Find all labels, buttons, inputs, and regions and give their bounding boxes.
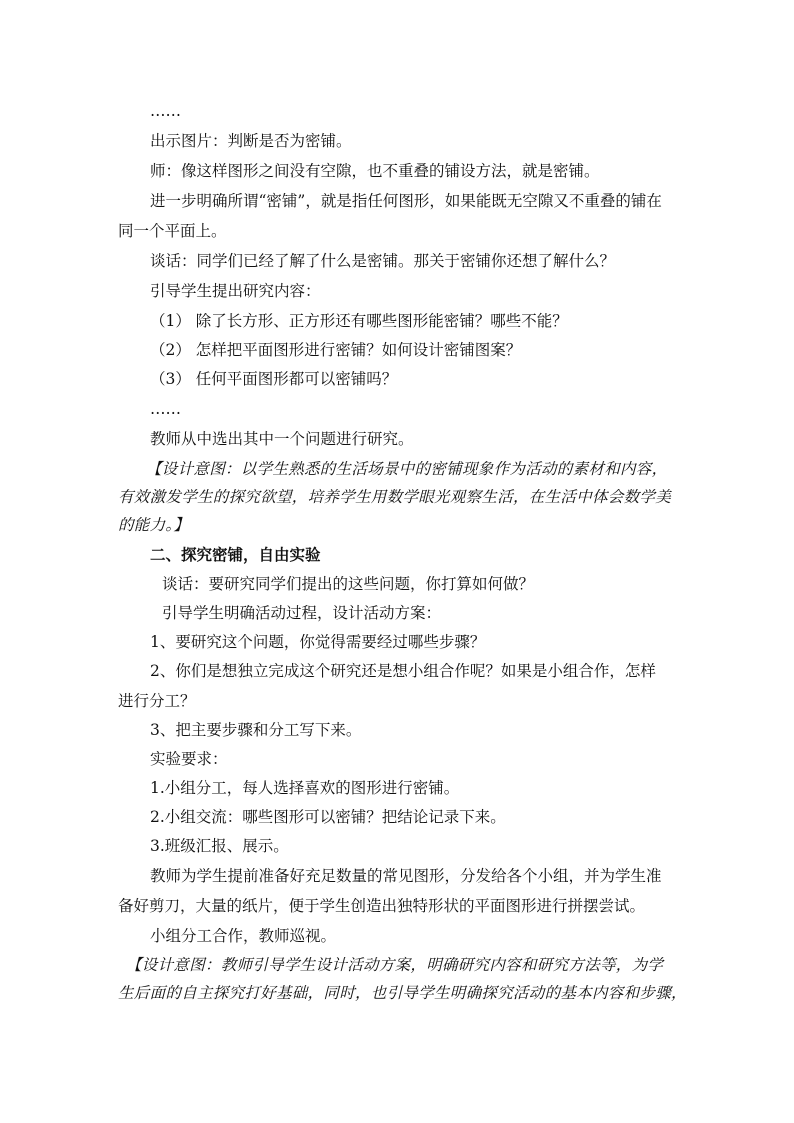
design-intent-note: 的能力。】 [118, 516, 190, 534]
paragraph-line: 师：像这样图形之间没有空隙，也不重叠的铺设方法，就是密铺。 [150, 162, 600, 180]
list-item: （3） 任何平面图形都可以密铺吗？ [150, 370, 398, 388]
design-intent-note: 【设计意图：教师引导学生设计活动方案，明确研究内容和研究方法等，为学 [126, 956, 664, 974]
list-item: 进行分工？ [118, 692, 196, 710]
paragraph-line: 引导学生提出研究内容： [150, 282, 321, 300]
paragraph-line: 同一个平面上。 [118, 222, 227, 240]
paragraph-line: 教师从中选出其中一个问题进行研究。 [150, 430, 414, 448]
list-item: 3、把主要步骤和分工写下来。 [150, 721, 362, 739]
paragraph-line: 进一步明确所谓“密铺”，就是指任何图形，如果能既无空隙又不重叠的铺在 [150, 192, 662, 210]
list-item: 1.小组分工，每人选择喜欢的图形进行密铺。 [150, 779, 460, 797]
design-intent-note: 【设计意图：以学生熟悉的生活场景中的密铺现象作为活动的素材和内容， [146, 460, 668, 478]
section-heading: 二、探究密铺，自由实验 [150, 545, 321, 564]
list-item: 1、要研究这个问题，你觉得需要经过哪些步骤？ [150, 633, 486, 651]
paragraph-line: 谈话：要研究同学们提出的这些问题，你打算如何做？ [162, 575, 535, 593]
list-item: 2.小组交流：哪些图形可以密铺？把结论记录下来。 [150, 808, 506, 826]
paragraph-line: 谈话：同学们已经了解了什么是密铺。那关于密铺你还想了解什么？ [150, 252, 616, 270]
paragraph-line: 引导学生明确活动过程，设计活动方案： [162, 604, 442, 622]
list-item: （2） 怎样把平面图形进行密铺？如何设计密铺图案？ [150, 341, 522, 359]
paragraph-line: 备好剪刀，大量的纸片，便于学生创造出独特形状的平面图形进行拼摆尝试。 [118, 897, 646, 915]
paragraph-line: 小组分工合作，教师巡视。 [150, 927, 337, 945]
paragraph-line: 教师为学生提前准备好充足数量的常见图形，分发给各个小组，并为学生准 [150, 867, 662, 885]
paragraph-line: 出示图片：判断是否为密铺。 [150, 132, 352, 150]
design-intent-note: 有效激发学生的探究欲望，培养学生用数学眼光观察生活，在生活中体会数学美 [118, 488, 672, 506]
ellipsis: …… [150, 400, 181, 418]
list-item: 2、你们是想独立完成这个研究还是想小组合作呢？如果是小组合作，怎样 [150, 662, 656, 680]
list-item: 3.班级汇报、展示。 [150, 837, 289, 855]
paragraph-line: 实验要求： [150, 750, 228, 768]
design-intent-note: 生后面的自主探究打好基础，同时，也引导学生明确探究活动的基本内容和步骤， [118, 984, 687, 1002]
list-item: （1） 除了长方形、正方形还有哪些图形能密铺？哪些不能？ [150, 312, 568, 330]
ellipsis: …… [150, 102, 181, 120]
